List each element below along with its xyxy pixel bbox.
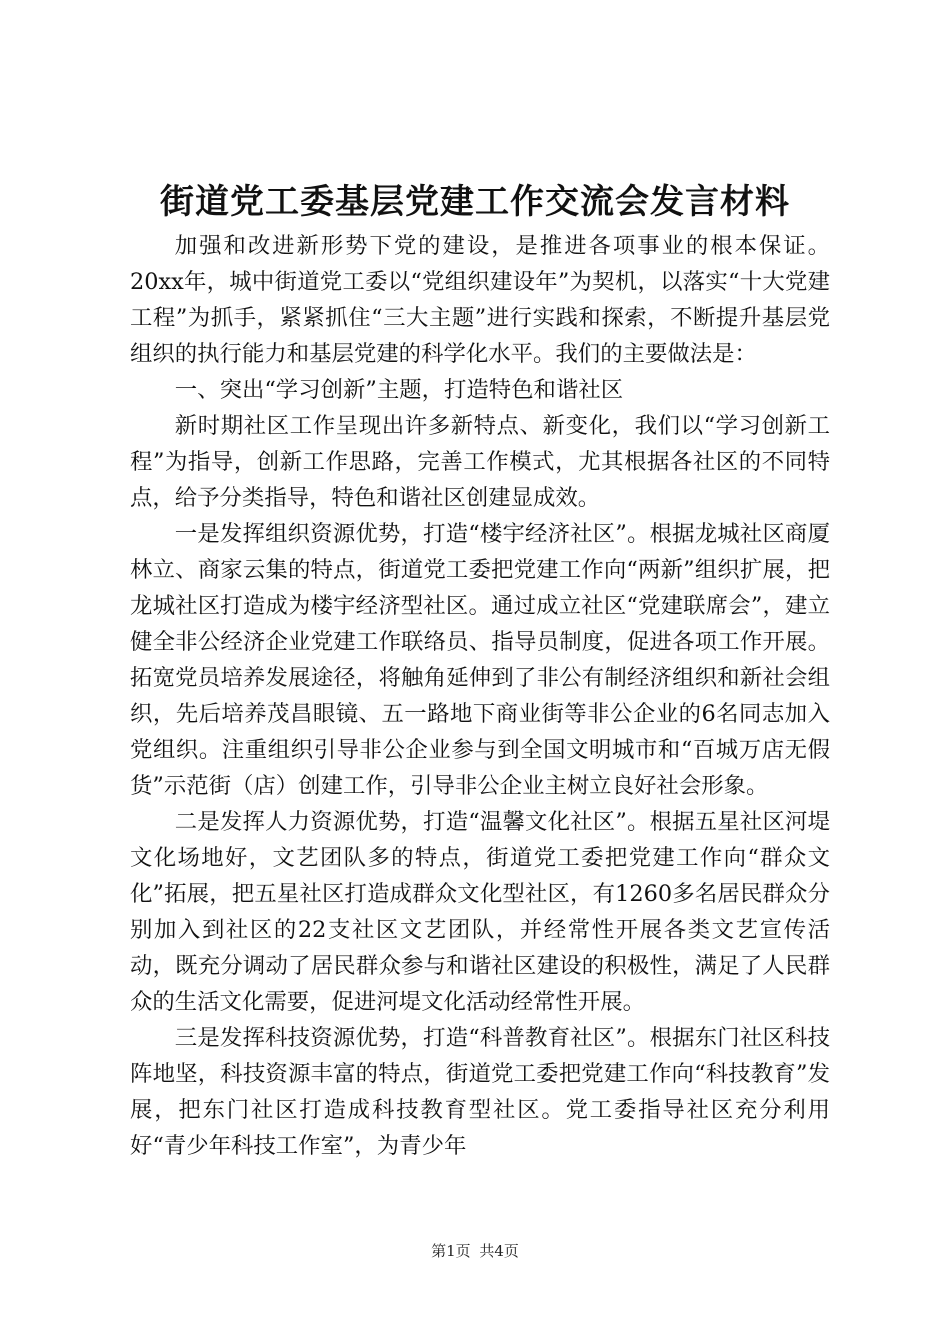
paragraph-section-1-intro: 新时期社区工作呈现出许多新特点、新变化，我们以“学习创新工程”为指导，创新工作思路，完善工作模式，尤其根据各社区的不同特点，给予分类指导，特色和谐社区创建显成效。 — [130, 413, 830, 511]
page-footer — [0, 1240, 950, 1261]
paragraph-intro: 加强和改进新形势下党的建设，是推进各项事业的根本保证。20xx年，城中街道党工委以“党组织建设年”为契机，以落实“十大党建工程”为抓手，紧紧抓住“三大主题”进行实践和探索，不断提升基层党组织的执行能力和基层党建的科学化水平。我们的主要做法是： — [130, 233, 830, 367]
page-number: 第1页 — [431, 1242, 471, 1260]
paragraph-point-3: 三是发挥科技资源优势，打造“科普教育社区”。根据东门社区科技阵地坚，科技资源丰富的特点，街道党工委把党建工作向“科技教育”发展，把东门社区打造成科技教育型社区。党工委指导社区充分利用好“青少年科技工作室”，为青少年 — [130, 1025, 830, 1159]
section-heading-1: 一、突出“学习创新”主题，打造特色和谐社区 — [174, 377, 624, 403]
page-total: 共4页 — [479, 1242, 519, 1260]
document-body — [130, 228, 830, 1164]
paragraph-point-1: 一是发挥组织资源优势，打造“楼宇经济社区”。根据龙城社区商厦林立、商家云集的特点，街道党工委把党建工作向“两新”组织扩展，把龙城社区打造成为楼宇经济型社区。通过成立社区“党建联席会”，建立健全非公经济企业党建工作联络员、指导员制度，促进各项工作开展。拓宽党员培养发展途径，将触角延伸到了非公有制经济组织和新社会组织，先后培养茂昌眼镜、五一路地下商业街等非公企业的6名同志加入党组织。注重组织引导非公企业参与到全国文明城市和“百城万店无假货”示范街（店）创建工作，引导非公企业主树立良好社会形象。 — [130, 521, 830, 799]
document-title: 街道党工委基层党建工作交流会发言材料 — [160, 182, 790, 222]
paragraph-point-2: 二是发挥人力资源优势，打造“温馨文化社区”。根据五星社区河堤文化场地好，文艺团队多的特点，街道党工委把党建工作向“群众文化”拓展，把五星社区打造成群众文化型社区，有1260多名居民群众分别加入到社区的22支社区文艺团队，并经常性开展各类文艺宣传活动，既充分调动了居民群众参与和谐社区建设的积极性，满足了人民群众的生活文化需要，促进河堤文化活动经常性开展。 — [130, 809, 830, 1015]
